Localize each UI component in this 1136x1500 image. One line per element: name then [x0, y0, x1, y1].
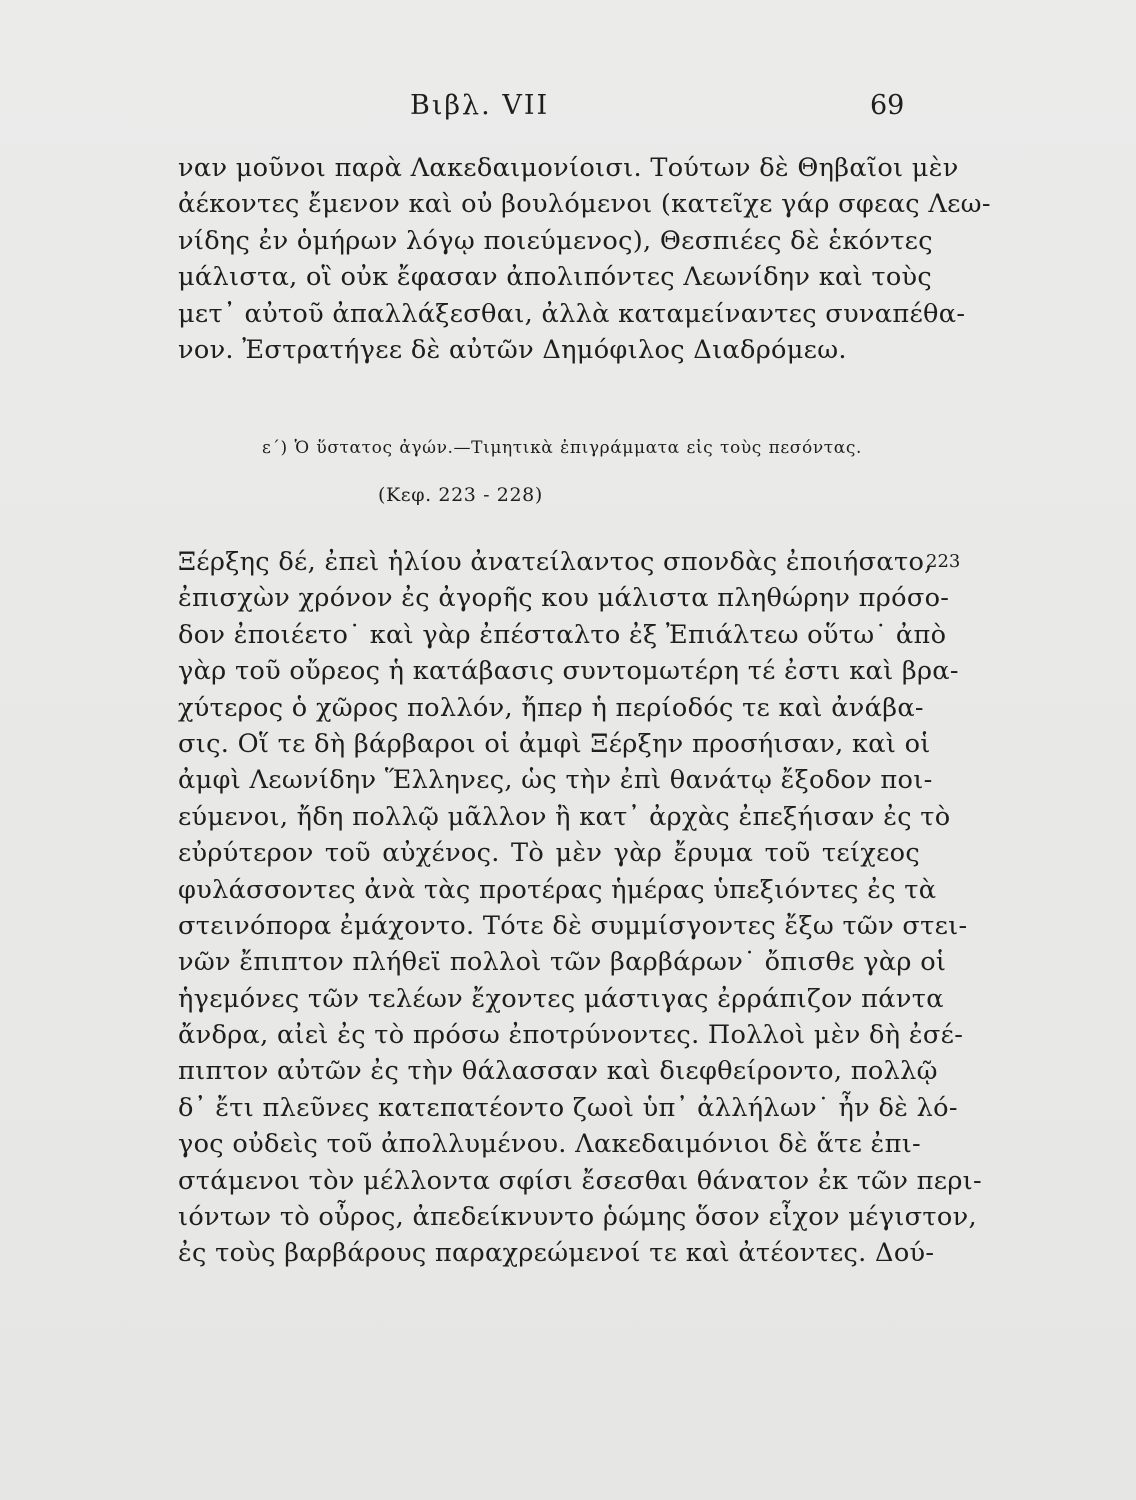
text-line: ἐπισχὼν χρόνον ἐς ἀγορῆς κου μάλιστα πληθώρην πρόσο-: [178, 583, 950, 614]
text-line: σις. Οἵ τε δὴ βάρβαροι οἱ ἀμφὶ Ξέρξην προσήισαν, καὶ οἱ: [178, 728, 931, 759]
text-line: εὐρύτερον τοῦ αὐχένος. Τὸ μὲν γὰρ ἔρυμα τοῦ τείχεος: [178, 838, 920, 869]
text-line: ἐς τοὺς βαρβάρους παραχρεώμενοί τε καὶ ἀτέοντες. Δού-: [178, 1238, 935, 1269]
text-line: μετ᾽ αὐτοῦ ἀπαλλάξεσθαι, ἀλλὰ καταμείναντες συναπέθα-: [178, 298, 966, 329]
text-line: στεινόπορα ἐμάχοντο. Τότε δὲ συμμίσγοντες ἔξω τῶν στει-: [178, 910, 968, 941]
text-line: νίδης ἐν ὁμήρων λόγῳ ποιεύμενος), Θεσπιέες δὲ ἑκόντες: [178, 225, 933, 256]
text-line: δον ἐποιέετο˙ καὶ γὰρ ἐπέσταλτο ἐξ Ἐπιάλτεω οὕτω˙ ἀπὸ: [178, 619, 947, 650]
paragraph-continuation: [178, 150, 991, 368]
text-line: γος οὐδεὶς τοῦ ἀπολλυμένου. Λακεδαιμόνιοι δὲ ἅτε ἐπι-: [178, 1129, 921, 1160]
text-line: γὰρ τοῦ οὔρεος ἡ κατάβασις συντομωτέρη τέ ἐστι καὶ βρα-: [178, 656, 959, 687]
text-line: εύμενοι, ἤδη πολλῷ μᾶλλον ἢ κατ᾽ ἀρχὰς ἐπεξήισαν ἐς τὸ: [178, 801, 951, 832]
text-line: φυλάσσοντες ἀνὰ τὰς προτέρας ἡμέρας ὑπεξιόντες ἐς τὰ: [178, 874, 937, 905]
section-heading: ε΄) Ὁ ὕστατος ἀγών.—Τιμητικὰ ἐπιγράμματα εἰς τοὺς πεσόντας.: [262, 438, 862, 458]
text-line: ἀμφὶ Λεωνίδην Ἕλληνες, ὡς τὴν ἐπὶ θανάτῳ ἔξοδον ποι-: [178, 765, 933, 796]
text-line: νον. Ἐστρατήγεε δὲ αὐτῶν Δημόφιλος Διαδρόμεω.: [178, 334, 847, 365]
running-head: [0, 90, 1136, 126]
text-line: στάμενοι τὸν μέλλοντα σφίσι ἔσεσθαι θάνατον ἐκ τῶν περι-: [178, 1165, 982, 1196]
text-line: μάλιστα, οἳ οὐκ ἔφασαν ἀπολιπόντες Λεωνίδην καὶ τοὺς: [178, 262, 933, 293]
chapter-reference: (Κεφ. 223 - 228): [378, 484, 543, 506]
text-line: ναν μοῦνοι παρὰ Λακεδαιμονίοισι. Τούτων δὲ Θηβαῖοι μὲν: [178, 153, 959, 183]
text-line: ιόντων τὸ οὖρος, ἀπεδείκνυντο ῥώμης ὅσον εἶχον μέγιστον,: [178, 1202, 977, 1233]
text-line: χύτερος ὁ χῶρος πολλόν, ἤπερ ἡ περίοδός τε καὶ ἀνάβα-: [178, 692, 924, 723]
text-line: ἀέκοντες ἔμενον καὶ οὐ βουλόμενοι (κατεῖχε γάρ σφεας Λεω-: [178, 189, 991, 220]
text-line: πιπτον αὐτῶν ἐς τὴν θάλασσαν καὶ διεφθείροντο, πολλῷ: [178, 1056, 938, 1087]
margin-chapter-number: 223: [926, 551, 961, 572]
text-line: Ξέρξης δέ, ἐπεὶ ἡλίου ἀνατείλαντος σπονδὰς ἐποιήσατο,: [178, 547, 933, 577]
text-line: δ᾽ ἔτι πλεῦνες κατεπατέοντο ζωοὶ ὑπ᾽ ἀλλήλων˙ ἦν δὲ λό-: [178, 1092, 958, 1123]
text-line: ἄνδρα, αἰεὶ ἐς τὸ πρόσω ἐποτρύνοντες. Πολλοὶ μὲν δὴ ἐσέ-: [178, 1020, 964, 1051]
page-number: 69: [870, 90, 905, 121]
text-line: ἡγεμόνες τῶν τελέων ἔχοντες μάστιγας ἐρράπιζον πάντα: [178, 983, 944, 1014]
text-line: νῶν ἔπιπτον πλήθεϊ πολλοὶ τῶν βαρβάρων˙ ὄπισθε γὰρ οἱ: [178, 947, 947, 978]
running-title: Βιβλ. VII: [410, 90, 550, 121]
